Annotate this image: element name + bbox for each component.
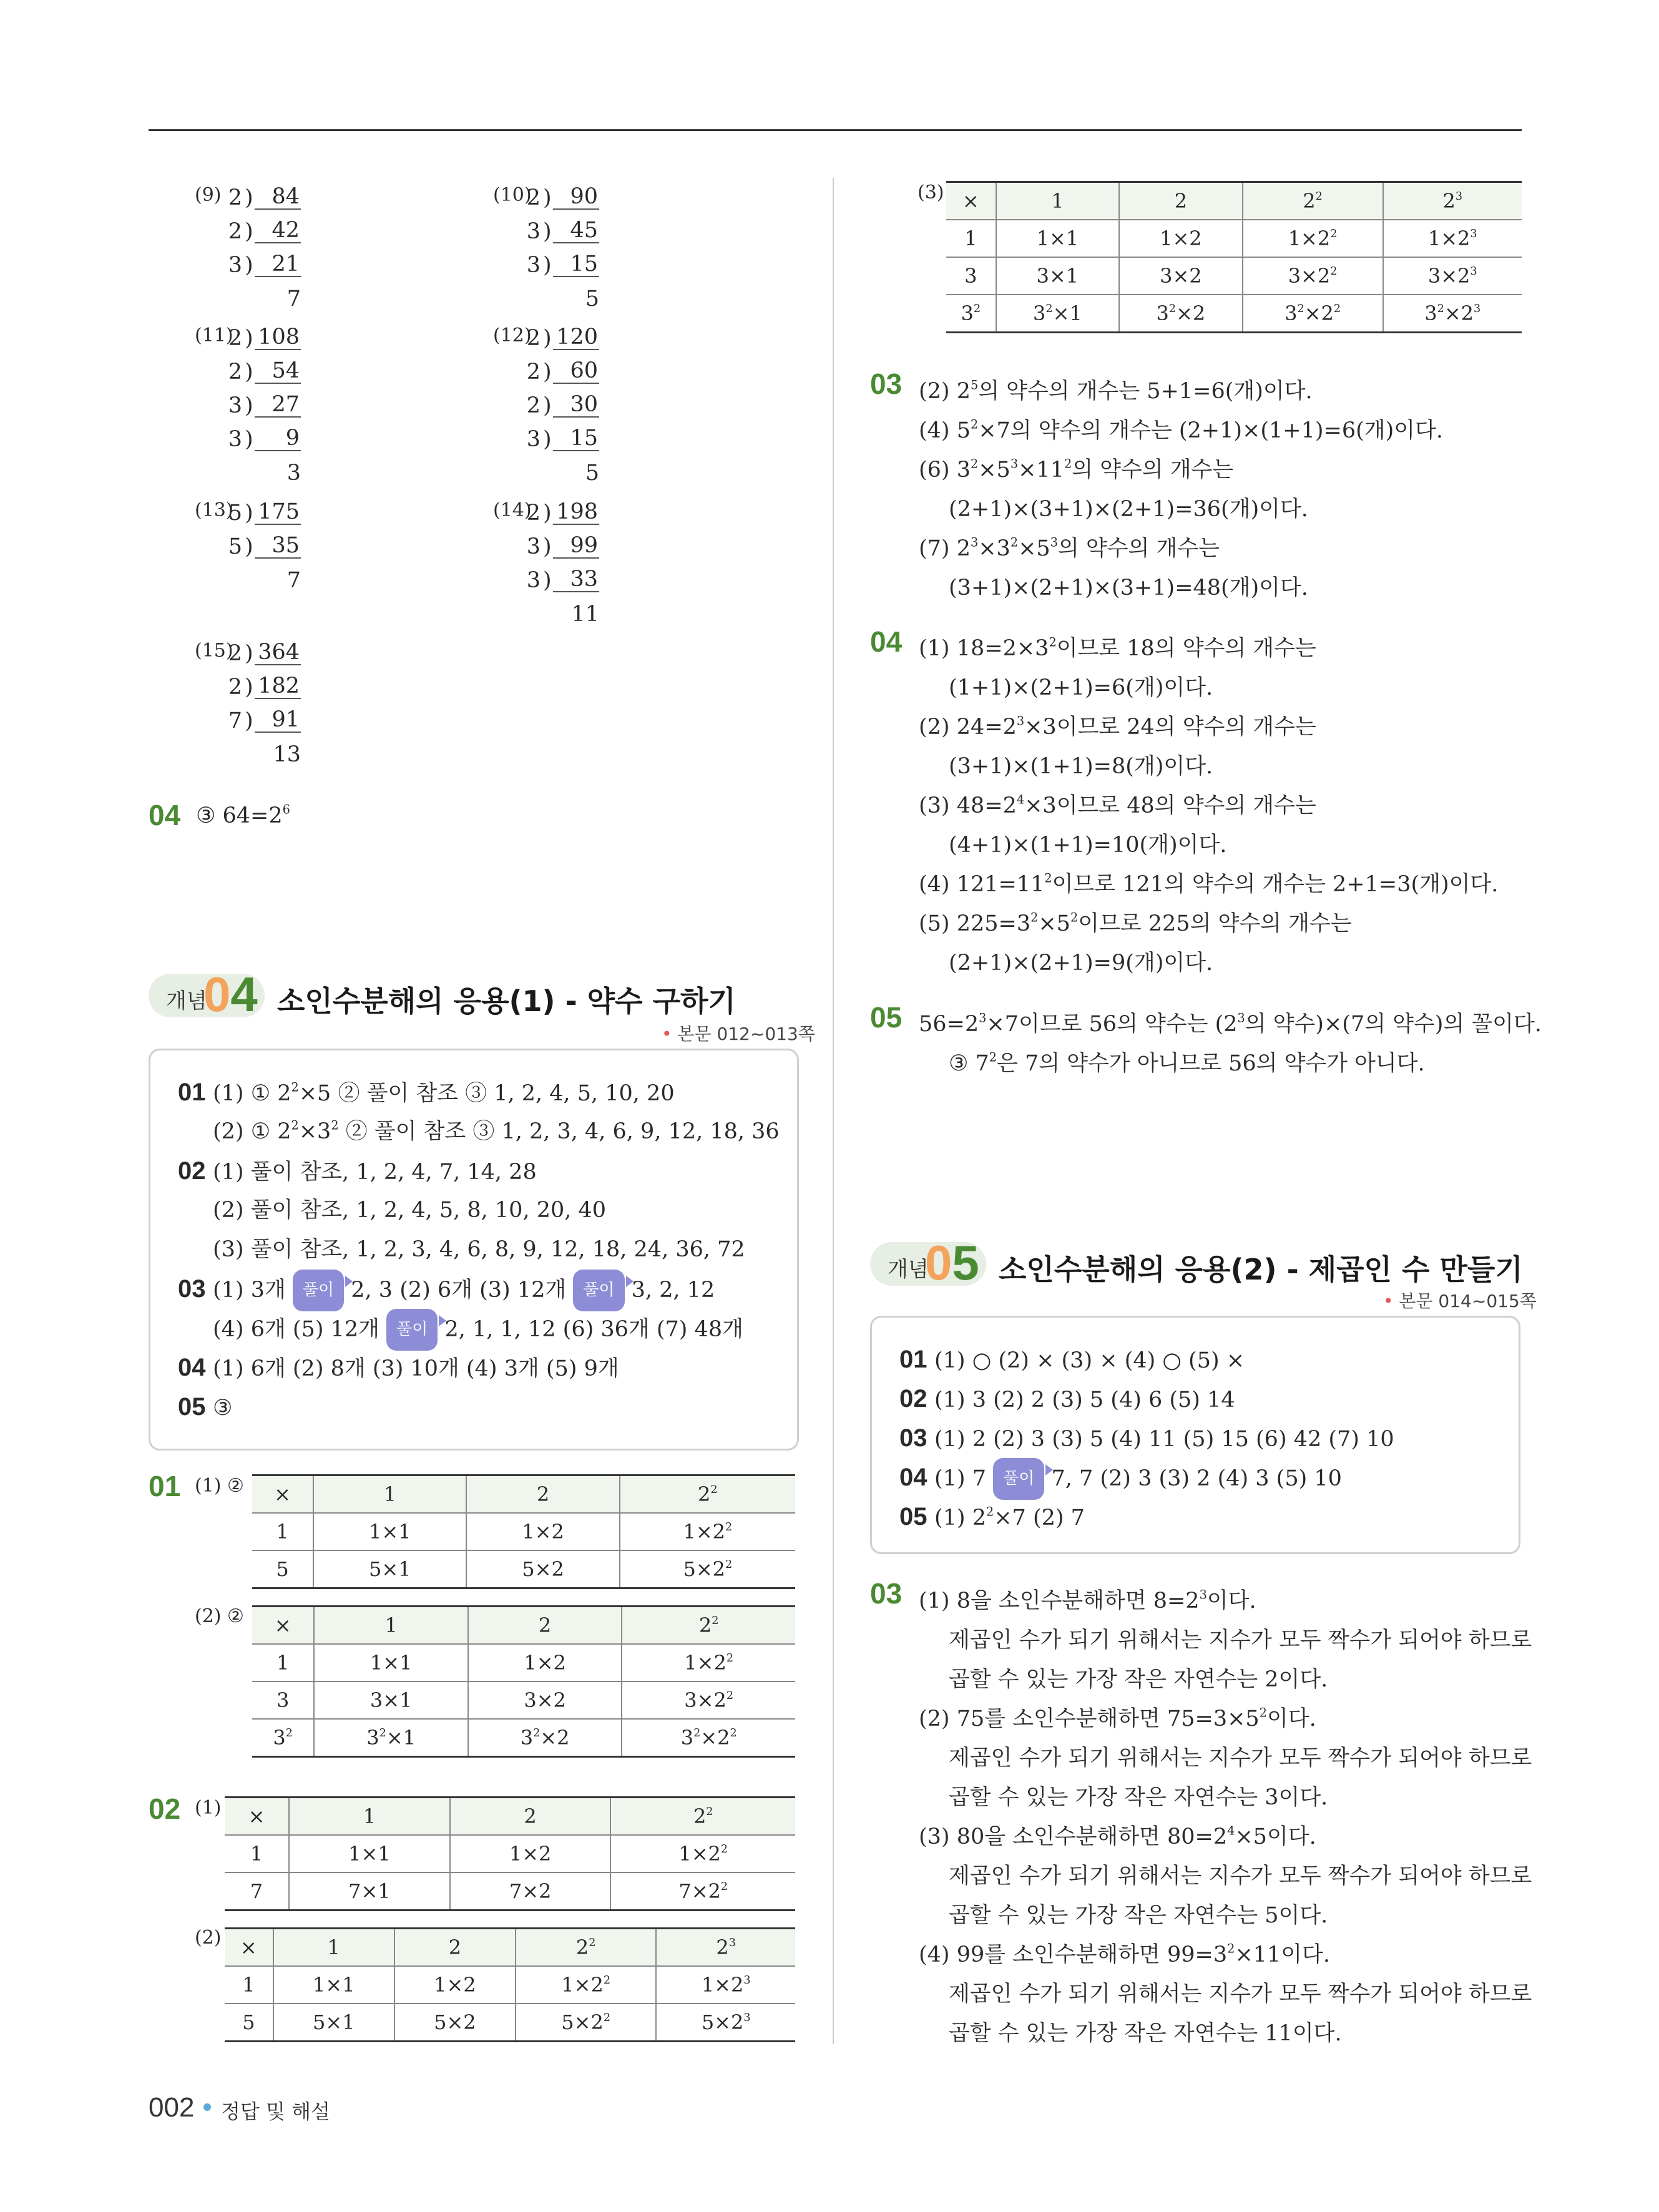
table-cell: 1×2	[394, 1966, 516, 2004]
answer-text: (1) 2 (2) 3 (3) 5 (4) 11 (5) 15 (6) 42 (7) 10	[934, 1427, 1394, 1452]
dividend: 182	[255, 670, 301, 699]
t02-number: 02	[149, 1793, 181, 1825]
divisor: 2	[228, 360, 242, 384]
table-cell: $1\times 2^3$	[1383, 220, 1522, 257]
answer-number: 02	[178, 1157, 206, 1185]
answer-line	[178, 1230, 780, 1270]
footer-dot	[203, 2103, 211, 2111]
table-cell: 3×1	[996, 257, 1119, 295]
table-row	[225, 1929, 795, 1967]
explanation-line: 제곱인 수가 되기 위해서는 지수가 모두 짝수가 되어야 하므로	[949, 1864, 1532, 1889]
table-cell: ×	[225, 1798, 289, 1836]
quotient: 5	[585, 461, 599, 486]
answer-line	[178, 1112, 780, 1152]
bracket: )	[245, 253, 253, 278]
table-cell: 2	[1119, 182, 1242, 220]
explanation-line: 제곱인 수가 되기 위해서는 지수가 모두 짝수가 되어야 하므로	[949, 1982, 1532, 2007]
table-cell: 1×2	[450, 1835, 611, 1872]
bracket: )	[543, 253, 552, 278]
dividend: 198	[553, 496, 599, 525]
quotient: 11	[571, 602, 599, 627]
divisor: 5	[228, 501, 242, 526]
bracket: )	[543, 501, 552, 526]
divisor: 2	[526, 326, 541, 351]
table-cell: 1×1	[273, 1966, 394, 2004]
answer-number: 01	[178, 1079, 206, 1106]
answer-number: 05	[899, 1503, 927, 1530]
explanation-line: (2) 75를 소인수분해하면 $75=3\times 5^2$이다.	[919, 1705, 1316, 1731]
bracket: )	[245, 326, 253, 351]
table-cell: ×	[252, 1475, 313, 1514]
table-row	[252, 1719, 795, 1757]
explanation-line: ③ $7^2$은 7의 약수가 아니므로 56의 약수가 아니다.	[949, 1050, 1425, 1076]
answer-text: (2) 풀이 참조, 1, 2, 4, 5, 8, 10, 20, 40	[213, 1198, 607, 1223]
table-cell: $3\times 2^3$	[1383, 257, 1522, 295]
dividend: 9	[255, 423, 301, 451]
divisor: 3	[526, 427, 541, 452]
explanation-line: (2+1)×(3+1)×(2+1)=36(개)이다.	[949, 497, 1308, 522]
bracket: )	[245, 393, 253, 418]
ladder-label: (12)	[493, 325, 532, 346]
explanation-line: (4+1)×(1+1)=10(개)이다.	[949, 833, 1227, 858]
answer-text: (4) 6개 (5) 12개	[213, 1317, 387, 1342]
table-cell: 3×1	[314, 1681, 467, 1719]
r04-lines	[919, 629, 1498, 983]
table-cell: $5\times 2^2$	[620, 1550, 795, 1588]
concept-num-b: 4	[230, 967, 258, 1022]
table-row	[252, 1550, 795, 1588]
divisor: 3	[526, 253, 541, 278]
table-cell: 3×2	[468, 1681, 622, 1719]
divisor: 2	[228, 326, 242, 351]
explanation-line: (3) 80을 소인수분해하면 $80=2^4\times 5$이다.	[919, 1823, 1316, 1849]
table-row	[225, 1835, 795, 1872]
right-table-label: (3)	[918, 182, 944, 203]
table-cell: $3\times 2^2$	[1243, 257, 1383, 295]
bracket: )	[245, 708, 253, 733]
answer-number: 03	[899, 1424, 927, 1452]
table-cell: $3\times 2^2$	[622, 1681, 795, 1719]
explanation-line: (7) $2^3\times 3^2\times 5^3$의 약수의 개수는	[919, 535, 1220, 561]
dividend: 21	[255, 248, 301, 277]
answer-text: 3, 2, 12	[624, 1278, 715, 1303]
answer-number: 05	[178, 1393, 206, 1421]
quotient: 5	[585, 286, 599, 311]
table-cell: $2^2$	[1243, 182, 1383, 220]
answer-text: 2, 1, 1, 12 (6) 36개 (7) 48개	[438, 1317, 743, 1342]
ladder-label: (15)	[195, 640, 233, 662]
solution-tag: 풀이	[573, 1270, 624, 1311]
ladder-label: (9)	[195, 184, 222, 206]
quotient: 7	[286, 568, 301, 593]
bracket: )	[245, 219, 253, 244]
table-cell: 1	[313, 1475, 466, 1514]
divisor: 3	[228, 253, 242, 278]
bracket: )	[245, 427, 253, 452]
bracket: )	[543, 427, 552, 452]
dividend: 35	[255, 530, 301, 559]
table-cell: $1\times 2^3$	[656, 1966, 795, 2004]
dividend: 45	[553, 215, 599, 243]
divisor: 2	[228, 219, 242, 244]
concept-num-b: 5	[952, 1235, 979, 1290]
answer-line	[899, 1497, 1394, 1537]
table-cell: 2	[394, 1929, 516, 1967]
table-cell: ×	[252, 1607, 314, 1645]
answer-line	[178, 1309, 780, 1348]
dividend: 91	[255, 704, 301, 733]
table-02-1	[225, 1796, 795, 1911]
explanation-line: (2) $2^5$의 약수의 개수는 5+1=6(개)이다.	[919, 378, 1313, 404]
table-cell: 2	[450, 1798, 611, 1836]
table-cell: $3^2\times 2^2$	[622, 1719, 795, 1757]
dividend: 108	[255, 321, 301, 350]
dividend: 364	[255, 637, 301, 665]
answer-line	[178, 1073, 780, 1112]
table-row	[252, 1681, 795, 1719]
table-cell: $5\times 2^3$	[656, 2004, 795, 2042]
table-cell: ×	[225, 1929, 273, 1967]
table-cell: 1	[225, 1966, 273, 2004]
explanation-line: (3+1)×(1+1)=8(개)이다.	[949, 754, 1213, 779]
t02-1-label: (1)	[195, 1797, 222, 1819]
r03-number: 03	[870, 368, 903, 400]
table-cell: $2^2$	[622, 1607, 795, 1645]
bracket: )	[245, 360, 253, 384]
answer-line	[178, 1152, 780, 1191]
table-cell: ×	[946, 182, 996, 220]
explanation-line: (4) 99를 소인수분해하면 $99=3^2\times 11$이다.	[919, 1941, 1330, 1967]
solution-tag: 풀이	[993, 1458, 1044, 1500]
answer-number: 01	[899, 1346, 927, 1373]
t01-number: 01	[149, 1470, 181, 1502]
concept-num-a: 0	[925, 1235, 952, 1290]
bracket: )	[543, 219, 552, 244]
answer-04-number: 04	[149, 799, 181, 831]
answer-text: ③	[213, 1396, 233, 1421]
answer-line	[178, 1270, 780, 1309]
explanation-line: (1) 8을 소인수분해하면 $8=2^3$이다.	[919, 1587, 1256, 1613]
table-cell: 1×1	[289, 1835, 450, 1872]
r05-number: 05	[870, 1001, 903, 1034]
explanation-line: 제곱인 수가 되기 위해서는 지수가 모두 짝수가 되어야 하므로	[949, 1746, 1532, 1771]
table-row	[252, 1644, 795, 1681]
table-row	[225, 1798, 795, 1836]
table-cell: $2^3$	[656, 1929, 795, 1967]
answer-text: (1) 풀이 참조, 1, 2, 4, 7, 14, 28	[213, 1160, 537, 1185]
answer-line	[899, 1458, 1394, 1497]
table-cell: 5×1	[273, 2004, 394, 2042]
dividend: 175	[255, 496, 301, 525]
table-cell: $1\times 2^2$	[610, 1835, 795, 1872]
explanation-line: 곱할 수 있는 가장 작은 자연수는 11이다.	[949, 2021, 1342, 2046]
table-cell: 1	[252, 1644, 314, 1681]
page-number: 002	[149, 2092, 195, 2123]
answer-text: (1) 3개	[213, 1278, 293, 1303]
table-cell: $1\times 2^2$	[1243, 220, 1383, 257]
dividend: 99	[553, 530, 599, 559]
table-cell: 5×2	[394, 2004, 516, 2042]
table-cell: 3×2	[1119, 257, 1242, 295]
answer-line	[178, 1387, 780, 1427]
divisor: 3	[526, 568, 541, 593]
table-cell: 5×2	[466, 1550, 619, 1588]
bracket: )	[543, 185, 552, 210]
bracket: )	[543, 360, 552, 384]
r05-lines	[919, 1005, 1542, 1084]
answer-text: (1) 6개 (2) 8개 (3) 10개 (4) 3개 (5) 9개	[213, 1356, 619, 1381]
divisor: 7	[228, 708, 242, 733]
r03-lines	[919, 372, 1443, 608]
concept-tag: 개념	[888, 1257, 929, 1282]
concept-04-answer-box	[149, 1049, 799, 1451]
answer-line	[178, 1191, 780, 1230]
answer-text: (1) ① $2^2\times 5$ ② 풀이 참조 ③ 1, 2, 4, 5, 10, 20	[213, 1080, 675, 1106]
explanation-line: 제곱인 수가 되기 위해서는 지수가 모두 짝수가 되어야 하므로	[949, 1628, 1532, 1653]
table-cell: 3	[946, 257, 996, 295]
table-02-2	[225, 1927, 795, 2042]
ladder-label: (10)	[493, 184, 532, 206]
table-cell: $1\times 2^2$	[620, 1513, 795, 1550]
table-cell: $1\times 2^2$	[516, 1966, 656, 2004]
table-cell: 1	[289, 1798, 450, 1836]
answer-line	[178, 1348, 780, 1387]
table-row	[946, 220, 1522, 257]
dividend: 42	[255, 215, 301, 243]
answer-number: 04	[178, 1354, 206, 1381]
answer-number: 03	[178, 1275, 206, 1303]
table-cell: 5×1	[313, 1550, 466, 1588]
ladder-label: (13)	[195, 499, 233, 521]
answer-text: (1) 7	[934, 1466, 994, 1491]
r04-number: 04	[870, 625, 903, 658]
table-cell: 1×1	[996, 220, 1119, 257]
bracket: )	[245, 534, 253, 559]
table-cell: 1×2	[468, 1644, 622, 1681]
answer-text: (1) 3 (2) 2 (3) 5 (4) 6 (5) 14	[934, 1387, 1235, 1412]
concept-tag: 개념	[166, 989, 207, 1014]
divisor: 2	[526, 393, 541, 418]
divisor: 2	[526, 360, 541, 384]
answer-line	[899, 1340, 1394, 1379]
concept-04-ref: • 본문 012~013쪽	[662, 1024, 815, 1044]
answer-text: (3) 풀이 참조, 1, 2, 3, 4, 6, 8, 9, 12, 18, 24, 36, 72	[213, 1237, 745, 1262]
table-cell: 1×1	[313, 1513, 466, 1550]
table-cell: $3^2\times 1$	[996, 295, 1119, 333]
table-cell: 1	[946, 220, 996, 257]
top-rule	[149, 129, 1522, 131]
table-cell: $3^2\times 2^2$	[1243, 295, 1383, 333]
column-divider	[833, 178, 834, 2044]
table-cell: 1×2	[1119, 220, 1242, 257]
divisor: 3	[526, 219, 541, 244]
explanation-line: (2+1)×(2+1)=9(개)이다.	[949, 951, 1213, 976]
answer-04-text: ③ $64=2^6$	[196, 802, 290, 828]
divisor: 2	[228, 675, 242, 700]
table-cell: 1	[314, 1607, 467, 1645]
bracket: )	[245, 185, 253, 210]
table-row	[225, 2004, 795, 2042]
explanation-line: (3+1)×(2+1)×(3+1)=48(개)이다.	[949, 575, 1308, 600]
divisor: 3	[228, 427, 242, 452]
table-cell: $5\times 2^2$	[516, 2004, 656, 2042]
t01-1-label: (1) ②	[195, 1475, 244, 1497]
bracket: )	[245, 501, 253, 526]
divisor: 5	[228, 534, 242, 559]
bracket: )	[543, 534, 552, 559]
table-cell: $2^2$	[516, 1929, 656, 1967]
quotient: 3	[286, 461, 301, 486]
answer-line	[899, 1419, 1394, 1458]
table-cell: $1\times 2^2$	[622, 1644, 795, 1681]
explanation-line: (3) $48=2^4\times 3$이므로 48의 약수의 개수는	[919, 792, 1316, 818]
divisor: 3	[228, 393, 242, 418]
explanation-line: 곱할 수 있는 가장 작은 자연수는 3이다.	[949, 1785, 1328, 1810]
bracket: )	[245, 641, 253, 666]
table-cell: 1	[225, 1835, 289, 1872]
explanation-line: (4) $5^2\times 7$의 약수의 개수는 (2+1)×(1+1)=6(개)이다.	[919, 417, 1444, 443]
table-row	[225, 1966, 795, 2004]
dividend: 27	[255, 389, 301, 418]
table-cell: $2^2$	[610, 1798, 795, 1836]
table-01-1	[252, 1474, 795, 1589]
table-cell: 2	[468, 1607, 622, 1645]
table-cell: 5	[225, 2004, 273, 2042]
answer-line	[899, 1379, 1394, 1419]
table-cell: $3^2$	[252, 1719, 314, 1757]
solution-tag: 풀이	[386, 1309, 438, 1351]
table-cell: 1	[273, 1929, 394, 1967]
bracket: )	[543, 393, 552, 418]
table-cell: 1×1	[314, 1644, 467, 1681]
answer-number: 02	[899, 1385, 927, 1412]
table-cell: 7×2	[450, 1872, 611, 1911]
table-row	[252, 1607, 795, 1645]
dividend: 15	[553, 423, 599, 451]
table-cell: $3^2\times 2$	[1119, 295, 1242, 333]
dividend: 54	[255, 355, 301, 384]
table-cell: 7	[225, 1872, 289, 1911]
table-cell: 1×2	[466, 1513, 619, 1550]
bracket: )	[543, 326, 552, 351]
divisor: 2	[228, 185, 242, 210]
dividend: 30	[553, 389, 599, 418]
table-row	[225, 1872, 795, 1911]
table-cell: $2^2$	[620, 1475, 795, 1514]
table-row	[252, 1475, 795, 1514]
solution-tag: 풀이	[293, 1270, 344, 1311]
table-cell: 1	[252, 1513, 313, 1550]
table-cell: $7\times 2^2$	[610, 1872, 795, 1911]
concept-05-answer-box	[870, 1316, 1520, 1554]
explanation-line: 곱할 수 있는 가장 작은 자연수는 5이다.	[949, 1903, 1328, 1928]
divisor: 2	[526, 501, 541, 526]
explanation-line: (5) $225=3^2\times 5^2$이므로 225의 약수의 개수는	[919, 910, 1352, 936]
ladder-label: (14)	[493, 499, 532, 521]
table-right-3	[946, 181, 1522, 333]
explanation-line: (4) $121=11^2$이므로 121의 약수의 개수는 2+1=3(개)이다.	[919, 871, 1499, 897]
t01-2-label: (2) ②	[195, 1605, 244, 1627]
table-cell: $2^3$	[1383, 182, 1522, 220]
concept-05-title: 소인수분해의 응용(2) - 제곱인 수 만들기	[999, 1253, 1523, 1286]
answer-text: 2, 3 (2) 6개 (3) 12개	[344, 1278, 574, 1303]
table-row	[946, 295, 1522, 333]
quotient: 13	[273, 742, 301, 767]
answer-number: 04	[899, 1464, 927, 1491]
table-cell: $3^2\times 2$	[468, 1719, 622, 1757]
table-cell: $3^2$	[946, 295, 996, 333]
dividend: 60	[553, 355, 599, 384]
concept-05-ref: • 본문 014~015쪽	[1383, 1291, 1537, 1311]
answer-text: (1) $2^2\times 7$ (2) 7	[934, 1504, 1085, 1530]
dividend: 33	[553, 564, 599, 592]
table-cell: 5	[252, 1550, 313, 1588]
answer-text: (1) ○ (2) × (3) × (4) ○ (5) ×	[934, 1348, 1245, 1373]
ladder-label: (11)	[195, 325, 233, 346]
table-cell: $3^2\times 2^3$	[1383, 295, 1522, 333]
bracket: )	[245, 675, 253, 700]
dividend: 15	[553, 248, 599, 277]
answer-text: (2) ① $2^2\times 3^2$ ② 풀이 참조 ③ 1, 2, 3, 4, 6, 9, 12, 18, 36	[213, 1118, 780, 1144]
bracket: )	[543, 568, 552, 593]
answer-text: 7, 7 (2) 3 (3) 2 (4) 3 (5) 10	[1044, 1466, 1342, 1491]
table-row	[252, 1513, 795, 1550]
concept-04-title: 소인수분해의 응용(1) - 약수 구하기	[277, 984, 736, 1018]
quotient: 7	[286, 286, 301, 311]
concept-num-a: 0	[203, 967, 231, 1022]
explanation-line: 곱할 수 있는 가장 작은 자연수는 2이다.	[949, 1667, 1328, 1692]
concept-04-badge	[149, 967, 265, 1022]
table-cell: 1	[996, 182, 1119, 220]
explanation-line: (1) $18=2\times 3^2$이므로 18의 약수의 개수는	[919, 635, 1316, 661]
explanation-line: $56=2^3\times 7$이므로 56의 약수는 ($2^3$의 약수)×(7의 약수)의 꼴이다.	[919, 1011, 1542, 1037]
explanation-line: (2) $24=2^3\times 3$이므로 24의 약수의 개수는	[919, 713, 1316, 740]
footer-title: 정답 및 해설	[221, 2100, 330, 2123]
t02-2-label: (2)	[195, 1927, 222, 1949]
divisor: 3	[526, 534, 541, 559]
divisor: 2	[228, 641, 242, 666]
table-01-2	[252, 1605, 795, 1758]
explanation-line: (6) $3^2\times 5^3\times 11^2$의 약수의 개수는	[919, 456, 1234, 482]
table-cell: 2	[466, 1475, 619, 1514]
table-row	[946, 182, 1522, 220]
r03b-number: 03	[870, 1577, 903, 1610]
explanation-line: (1+1)×(2+1)=6(개)이다.	[949, 675, 1213, 700]
table-cell: $3^2\times 1$	[314, 1719, 467, 1757]
dividend: 120	[553, 321, 599, 350]
r03b-lines	[919, 1582, 1532, 2053]
divisor: 2	[526, 185, 541, 210]
dividend: 90	[553, 181, 599, 210]
table-cell: 7×1	[289, 1872, 450, 1911]
table-row	[946, 257, 1522, 295]
dividend: 84	[255, 181, 301, 210]
concept-05-badge	[870, 1235, 986, 1290]
table-cell: 3	[252, 1681, 314, 1719]
